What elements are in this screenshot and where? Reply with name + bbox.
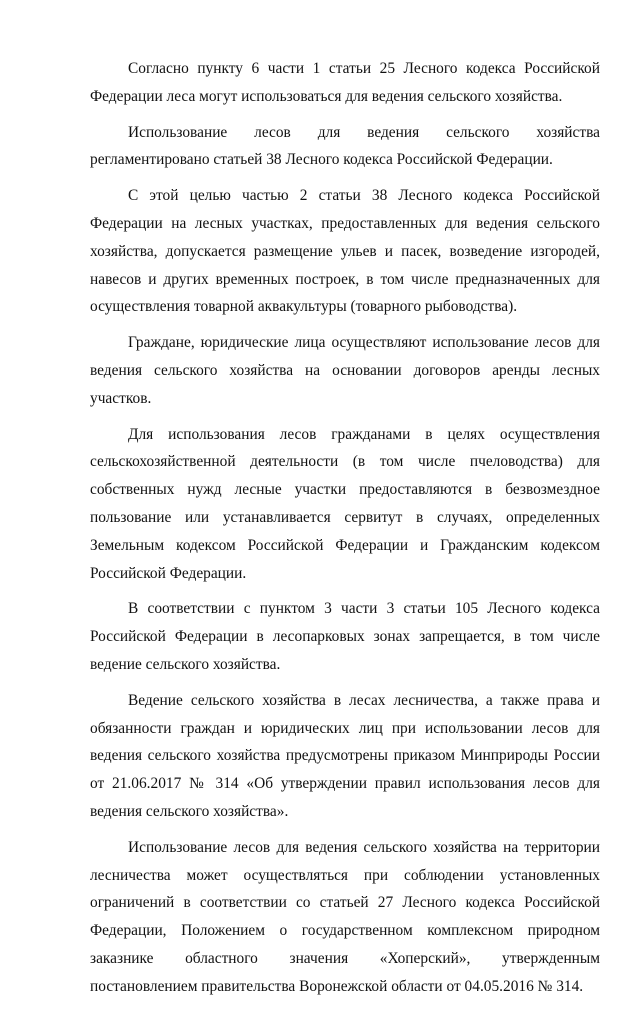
document-body	[90, 55, 600, 1009]
paragraph-3: С этой целью частью 2 статьи 38 Лесного кодекса Российской Федерации на лесных участках, предоставленных для ведения сельского хозяйства, допускается размещение ульев и пасек, возведение изгородей, навесов и других временных построек, в том числе предназначенных для осуществления товарной аквакультуры (товарного рыбоводства).	[90, 187, 600, 316]
paragraph-5: Для использования лесов гражданами в целях осуществления сельскохозяйственной деятельности (в том числе пчеловодства) для собственных нужд лесные участки предоставляются в безвозмездное пользование или устанавливается сервитут в случаях, определенных Земельным кодексом Российской Федерации и Гражданским кодексом Российской Федерации.	[90, 425, 600, 582]
paragraph-7: Ведение сельского хозяйства в лесах лесничества, а также права и обязанности граждан и юридических лиц при использовании лесов для ведения сельского хозяйства предусмотрены приказом Минприроды России от 21.06.2017 № 314 «Об утверждении правил использования лесов для ведения сельского хозяйства».	[90, 691, 600, 820]
paragraph-1: Согласно пункту 6 части 1 статьи 25 Лесного кодекса Российской Федерации леса могут использоваться для ведения сельского хозяйства.	[90, 60, 600, 105]
paragraph-2: Использование лесов для ведения сельского хозяйства регламентировано статьей 38 Лесного кодекса Российской Федерации.	[90, 123, 600, 169]
paragraph-8: Использование лесов для ведения сельского хозяйства на территории лесничества может осуществляться при соблюдении установленных ограничений в соответствии со статьей 27 Лесного кодекса Российской Федерации, Положением о государственном комплексном природном заказнике областного значения «Хоперский», утвержденным постановлением правительства Воронежской области от 04.05.2016 № 314.	[90, 838, 600, 995]
paragraph-6: В соответствии с пунктом 3 части 3 статьи 105 Лесного кодекса Российской Федерации в лесопарковых зонах запрещается, в том числе ведение сельского хозяйства.	[90, 600, 600, 673]
paragraph-4: Граждане, юридические лица осуществляют использование лесов для ведения сельского хозяйства на основании договоров аренды лесных участков.	[90, 334, 600, 407]
